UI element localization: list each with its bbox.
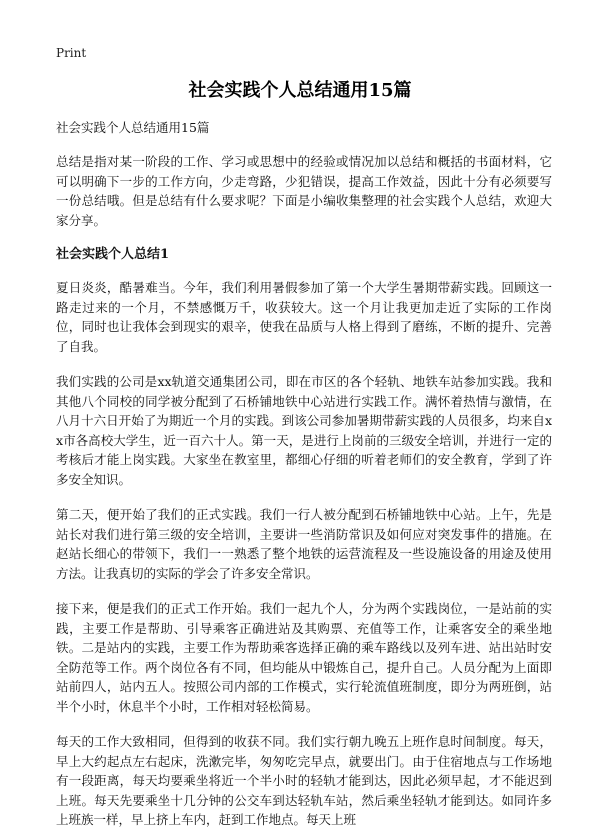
- document-title: 社会实践个人总结通用15篇: [188, 80, 412, 101]
- body-paragraph-4: 接下来，便是我们的正式工作开始。我们一起九个人，分为两个实践岗位，一是站前的实践，主要工作是帮助、引导乘客正确进站及其购票、充值等工作，让乘客安全的乘坐地铁。二是站内的实践，主要工作为帮助乘客选择正确的乘车路线以及列车进、站出站时安全防范等工作。两个岗位各有不同，但均能从中锻炼自己，提升自己。人员分配为上面即站前四人，站内五人。按照公司内部的工作模式，实行轮流值班制度，即分为两班倒，站半个小时，休息半个小时，工作相对轻松简易。: [56, 601, 552, 714]
- section-heading: 社会实践个人总结1: [56, 247, 170, 262]
- intro-paragraph: 总结是指对某一阶段的工作、学习或思想中的经验或情况加以总结和概括的书面材料，它可以明确下一步的工作方向，少走弯路，少犯错误，提高工作效益，因此十分有必须要写一份总结哦。但是总结有什么要求呢？下面是小编收集整理的社会实践个人总结，欢迎大家分享。: [56, 154, 552, 228]
- body-paragraph-2: 我们实践的公司是xx轨道交通集团公司，即在市区的各个轻轨、地铁车站参加实践。我和其他八个同校的同学被分配到了石桥铺地铁中心站进行实践工作。满怀着热情与激情，在八月十六日开始了为期近一个月的实践。到该公司参加暑期带薪实践的人员很多，均来自xx市各高校大学生，近一百六十人。第一天，是进行上岗前的三级安全培训，并进行一定的考核后才能上岗实践。大家坐在教室里，都细心仔细的听着老师们的安全教育，学到了许多安全知识。: [56, 374, 552, 487]
- print-link[interactable]: Print: [56, 46, 87, 60]
- document-body: [56, 152, 552, 828]
- body-paragraph-1: 夏日炎炎，酷暑难当。今年，我们利用暑假参加了第一个大学生暑期带薪实践。回顾这一路走过来的一个月，不禁感慨万千，收获较大。这一个月让我更加走近了实际的工作岗位，同时也让我体会到现实的艰辛，使我在品质与人格上得到了磨练，不断的提升、完善了自我。: [56, 280, 552, 354]
- document-subtitle: 社会实践个人总结通用15篇: [56, 120, 210, 135]
- body-paragraph-5: 每天的工作大致相同，但得到的收获不同。我们实行朝九晚五上班作息时间制度。每天，早上大约起点左右起床，洗漱完毕，匆匆吃完早点，就要出门。由于住宿地点与工作场地有一段距离，每天均要乘坐将近一个半小时的轻轨才能到达，因此必须早起，才不能迟到上班。每天先要乘坐十几分钟的公交车到达轻轨车站，然后乘坐轻轨才能到达。如同许多上班族一样，早上挤上车内，赶到工作地点。每天上班: [56, 734, 552, 827]
- body-paragraph-3: 第二天，便开始了我们的正式实践。我们一行人被分配到石桥铺地铁中心站。上午，先是站长对我们进行第三级的安全培训，主要讲一些消防常识及如何应对突发事件的措施。在赵站长细心的带领下，我们一一熟悉了整个地铁的运营流程及一些设施设备的用途及使用方法。让我真切的实际的学会了许多安全常识。: [56, 507, 552, 581]
